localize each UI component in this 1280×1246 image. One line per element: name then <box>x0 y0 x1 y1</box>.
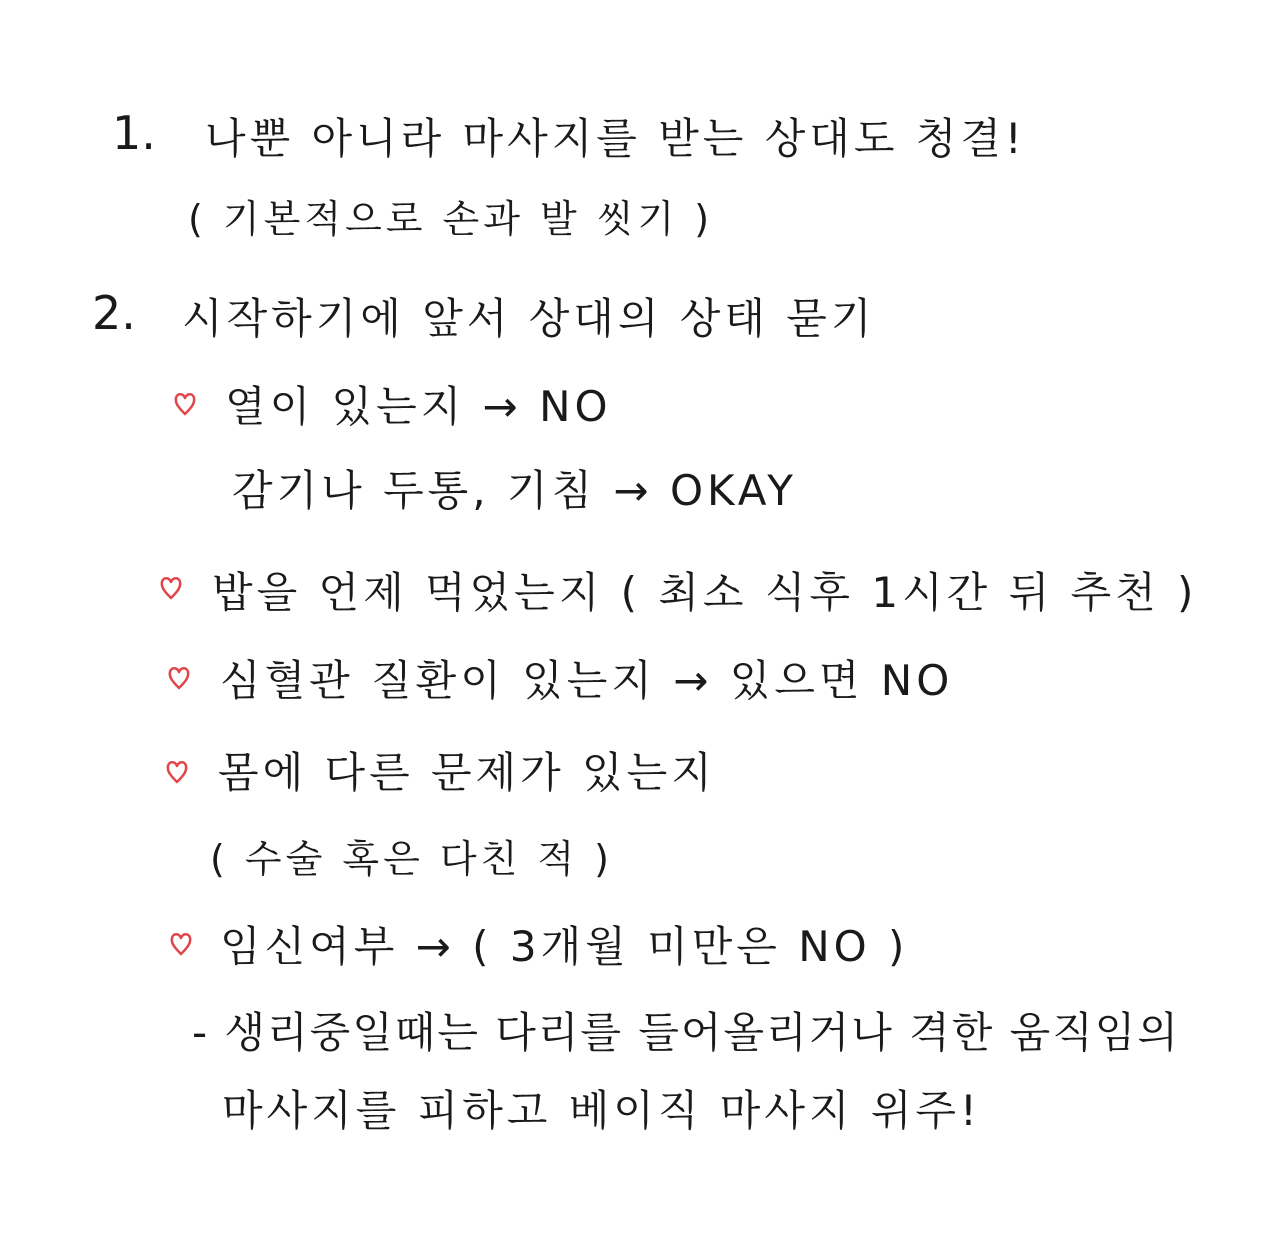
heart-icon <box>166 760 188 784</box>
item-1-text: 나뿐 아니라 마사지를 받는 상대도 청결! <box>205 114 1026 163</box>
check-fever: 열이 있는지 → NO <box>225 382 612 431</box>
check-body-sub: ( 수술 혹은 다친 적 ) <box>210 837 614 881</box>
heart-icon <box>168 666 190 690</box>
check-body: 몸에 다른 문제가 있는지 <box>218 748 716 797</box>
heart-icon <box>170 932 192 956</box>
check-cardio: 심혈관 질환이 있는지 → 있으면 NO <box>220 656 954 705</box>
heart-icon <box>174 392 196 416</box>
item-1-sub: ( 기본적으로 손과 발 씻기 ) <box>188 197 714 241</box>
check-fever-sub: 감기나 두통, 기침 → OKAY <box>232 466 797 515</box>
check-meal: 밥을 언제 먹었는지 ( 최소 식후 1시간 뒤 추천 ) <box>212 568 1198 617</box>
heart-icon <box>160 576 182 600</box>
note-line-1: - 생리중일때는 다리를 들어올리거나 격한 움직임의 <box>192 1008 1180 1057</box>
check-pregnancy: 임신여부 → ( 3개월 미만은 NO ) <box>220 922 909 971</box>
item-2-text: 시작하기에 앞서 상대의 상태 묻기 <box>182 294 876 343</box>
item-1-number: 1. <box>112 106 156 160</box>
item-2-number: 2. <box>92 286 136 340</box>
note-line-2: 마사지를 피하고 베이직 마사지 위주! <box>222 1086 981 1135</box>
